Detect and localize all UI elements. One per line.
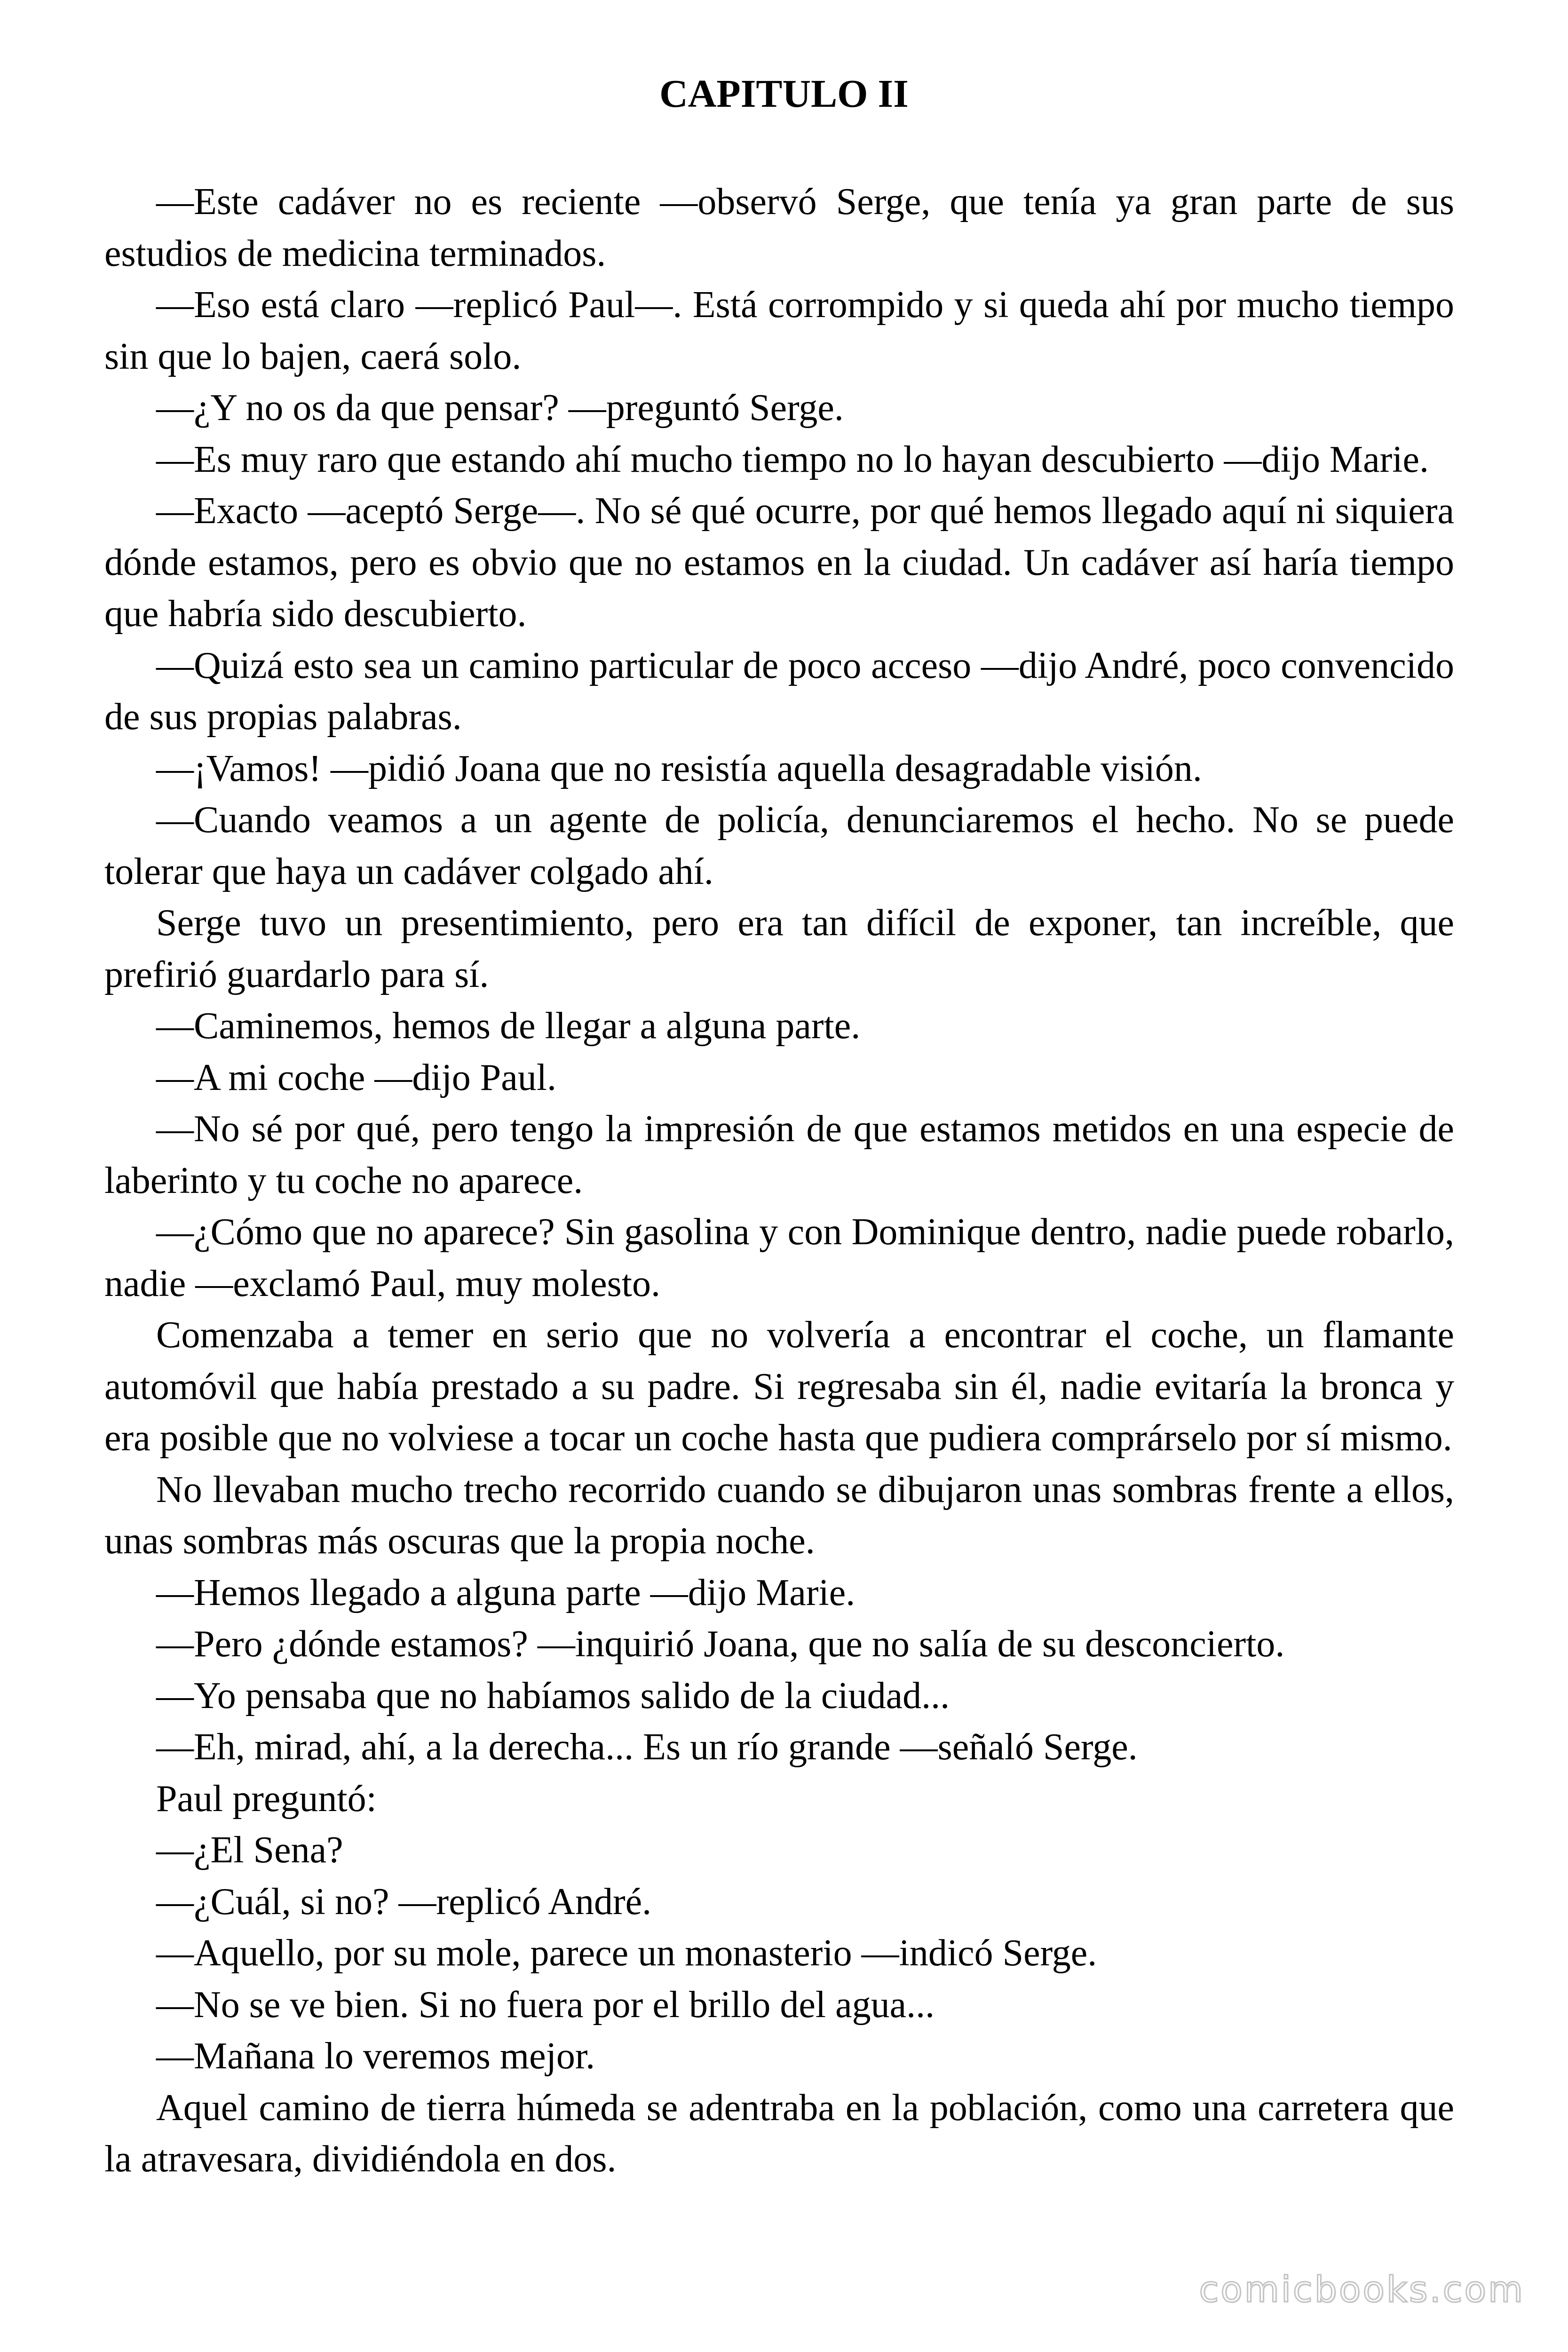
paragraph: —A mi coche —dijo Paul. (156, 1057, 557, 1098)
paragraph: —Eh, mirad, ahí, a la derecha... Es un río grande —señaló Serge. (156, 1726, 1138, 1768)
paragraph: Comenzaba a temer en serio que no volvería a encontrar el coche, un flamante automóvil que había prestado a su padre. Si regresaba sin él, nadie evitaría la bronca y era posible que no volviese a tocar un coche hasta que pudiera comprárselo por sí mismo. (104, 1314, 1454, 1459)
paragraph: —Este cadáver no es reciente —observó Serge, que tenía ya gran parte de sus estudios de medicina terminados. (104, 181, 1454, 274)
paragraph: —¿Y no os da que pensar? —preguntó Serge. (156, 387, 844, 429)
paragraph: —Hemos llegado a alguna parte —dijo Marie. (156, 1572, 855, 1613)
paragraph: —Mañana lo veremos mejor. (156, 2035, 595, 2077)
paragraph: —Caminemos, hemos de llegar a alguna parte. (156, 1005, 861, 1047)
chapter-title: CAPITULO II (659, 72, 909, 116)
paragraph: —No sé por qué, pero tengo la impresión de que estamos metidos en una especie de laberinto y tu coche no aparece. (104, 1108, 1454, 1201)
paragraph: —¿Cuál, si no? —replicó André. (156, 1881, 652, 1923)
paragraph: —No se ve bien. Si no fuera por el brillo del agua... (156, 1984, 935, 2026)
paragraph: —Cuando veamos a un agente de policía, denunciaremos el hecho. No se puede tolerar que haya un cadáver colgado ahí. (104, 799, 1454, 892)
paragraph: —Eso está claro —replicó Paul—. Está corrompido y si queda ahí por mucho tiempo sin que lo bajen, caerá solo. (104, 284, 1454, 377)
paragraph: Serge tuvo un presentimiento, pero era tan difícil de exponer, tan increíble, que prefirió guardarlo para sí. (104, 902, 1454, 995)
paragraph: —¿Cómo que no aparece? Sin gasolina y con Dominique dentro, nadie puede robarlo, nadie —exclamó Paul, muy molesto. (104, 1211, 1454, 1304)
paragraph: No llevaban mucho trecho recorrido cuando se dibujaron unas sombras frente a ellos, unas sombras más oscuras que la propia noche. (104, 1469, 1454, 1562)
paragraph: —Aquello, por su mole, parece un monasterio —indicó Serge. (156, 1932, 1097, 1974)
paragraph: —Yo pensaba que no habíamos salido de la ciudad... (156, 1675, 950, 1716)
paragraph: —Quizá esto sea un camino particular de poco acceso —dijo André, poco convencido de sus propias palabras. (104, 644, 1454, 738)
paragraph: —Exacto —aceptó Serge—. No sé qué ocurre, por qué hemos llegado aquí ni siquiera dónde estamos, pero es obvio que no estamos en la ciudad. Un cadáver así haría tiempo que habría sido descubierto. (104, 490, 1454, 635)
body-text (104, 176, 1454, 2185)
paragraph: —Pero ¿dónde estamos? —inquirió Joana, que no salía de su desconcierto. (156, 1623, 1285, 1665)
paragraph: —¡Vamos! —pidió Joana que no resistía aquella desagradable visión. (156, 747, 1202, 789)
paragraph: Paul preguntó: (156, 1778, 377, 1820)
watermark: comicbooks.com (1199, 2268, 1525, 2310)
paragraph: —Es muy raro que estando ahí mucho tiempo no lo hayan descubierto —dijo Marie. (156, 438, 1429, 480)
paragraph: Aquel camino de tierra húmeda se adentraba en la población, como una carretera que la atravesara, dividiéndola en dos. (104, 2087, 1454, 2180)
paragraph: —¿El Sena? (156, 1829, 343, 1871)
